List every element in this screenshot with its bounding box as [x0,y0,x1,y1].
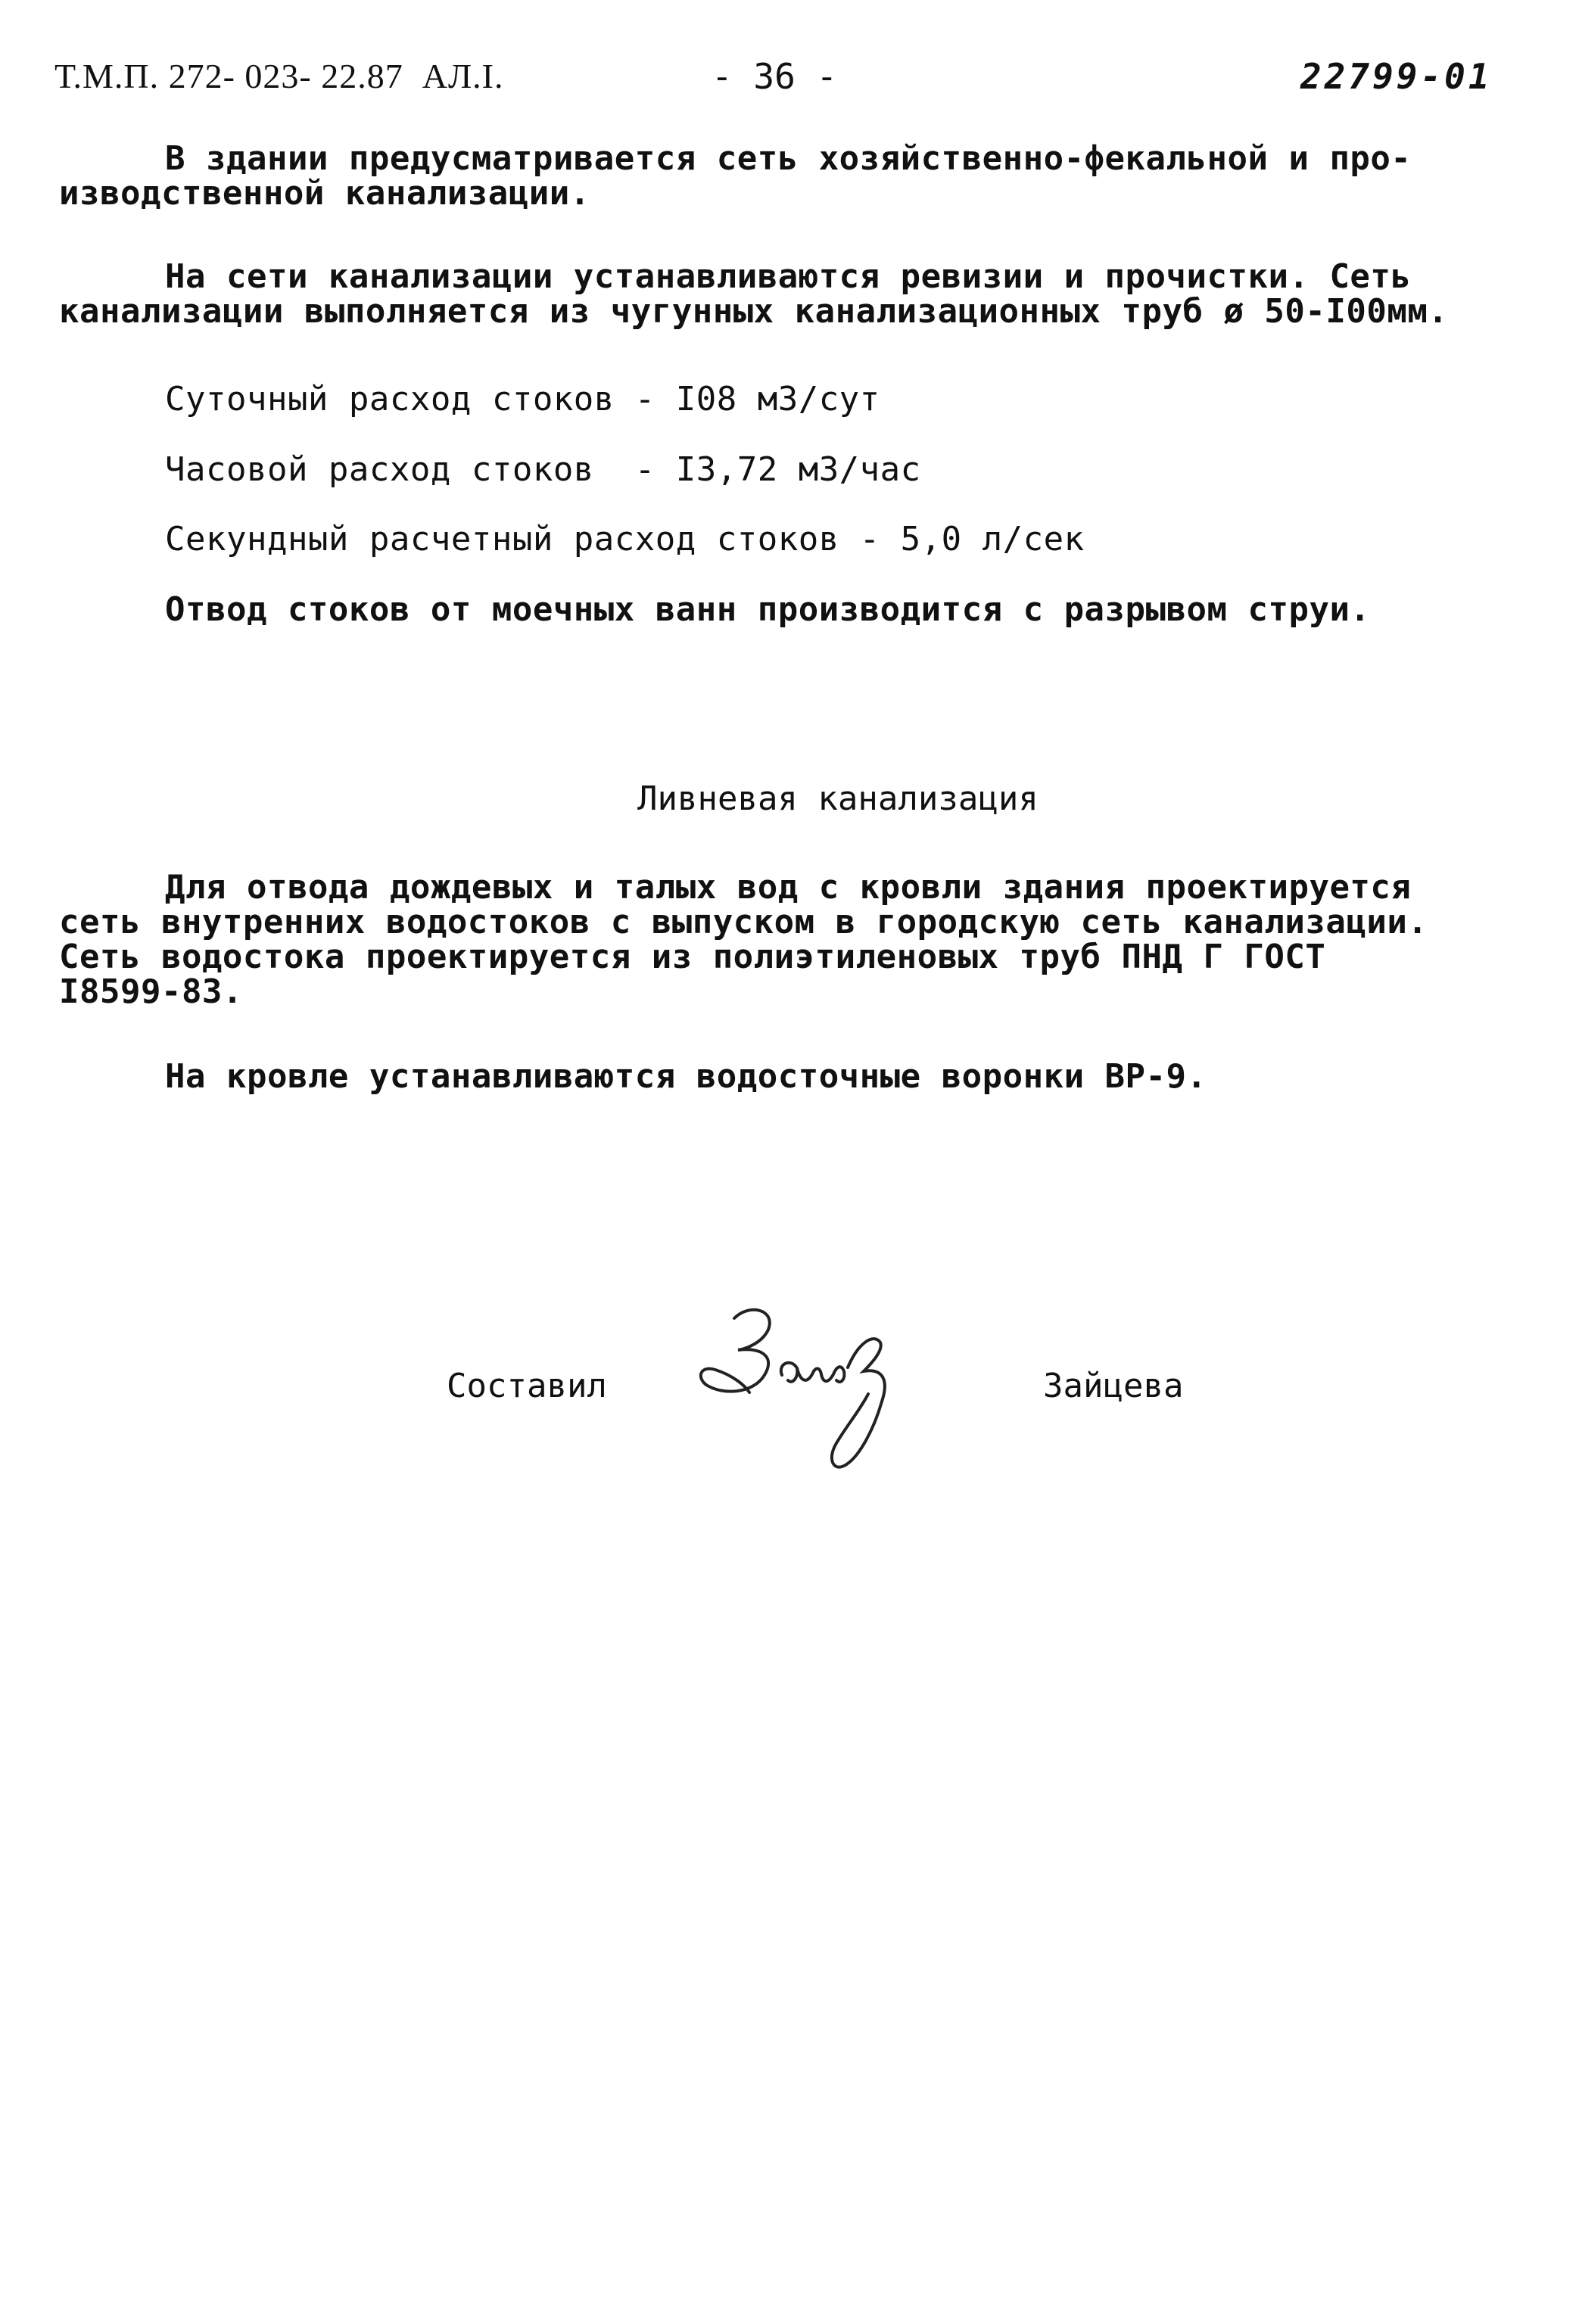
paragraph-3-line-4: I8599-83. [59,972,243,1011]
paragraph-3-line-3: Сеть водостока проектируется из полиэтиленовых труб ПНД Г ГОСТ [59,938,1326,976]
paragraph-4: На кровле устанавливаются водосточные воронки ВР-9. [165,1057,1207,1096]
compiled-by-label: Составил [447,1367,607,1405]
hourly-flow-line: Часовой расход стоков - I3,72 м3/час [165,450,921,489]
discharge-line: Отвод стоков от моечных ванн производится с разрывом струи. [165,590,1371,629]
page-number: - 36 - [712,56,838,97]
daily-flow-line: Суточный расход стоков - I08 м3/сут [165,380,880,418]
paragraph-1-line-1: В здании предусматривается сеть хозяйственно-фекальной и про- [165,139,1412,178]
author-name: Зайцева [1043,1367,1184,1405]
inventory-number: 22799-01 [1300,56,1493,97]
paragraph-2-line-2: канализации выполняется из чугунных канализационных труб ø 50-I00мм. [59,292,1449,331]
document-code: Т.М.П. 272- 023- 22.87 АЛ.I. [54,57,504,95]
section-heading: Ливневая канализация [637,779,1039,818]
paragraph-2-line-1: На сети канализации устанавливаются ревизии и прочистки. Сеть [165,257,1412,296]
handwritten-signature [693,1296,927,1477]
paragraph-1-line-2: изводственной канализации. [59,174,590,213]
paragraph-3-line-1: Для отвода дождевых и талых вод с кровли здания проектируется [165,868,1412,907]
second-flow-line: Секундный расчетный расход стоков - 5,0 л/сек [165,520,1085,558]
paragraph-3-line-2: сеть внутренних водостоков с выпуском в городскую сеть канализации. [59,903,1428,941]
